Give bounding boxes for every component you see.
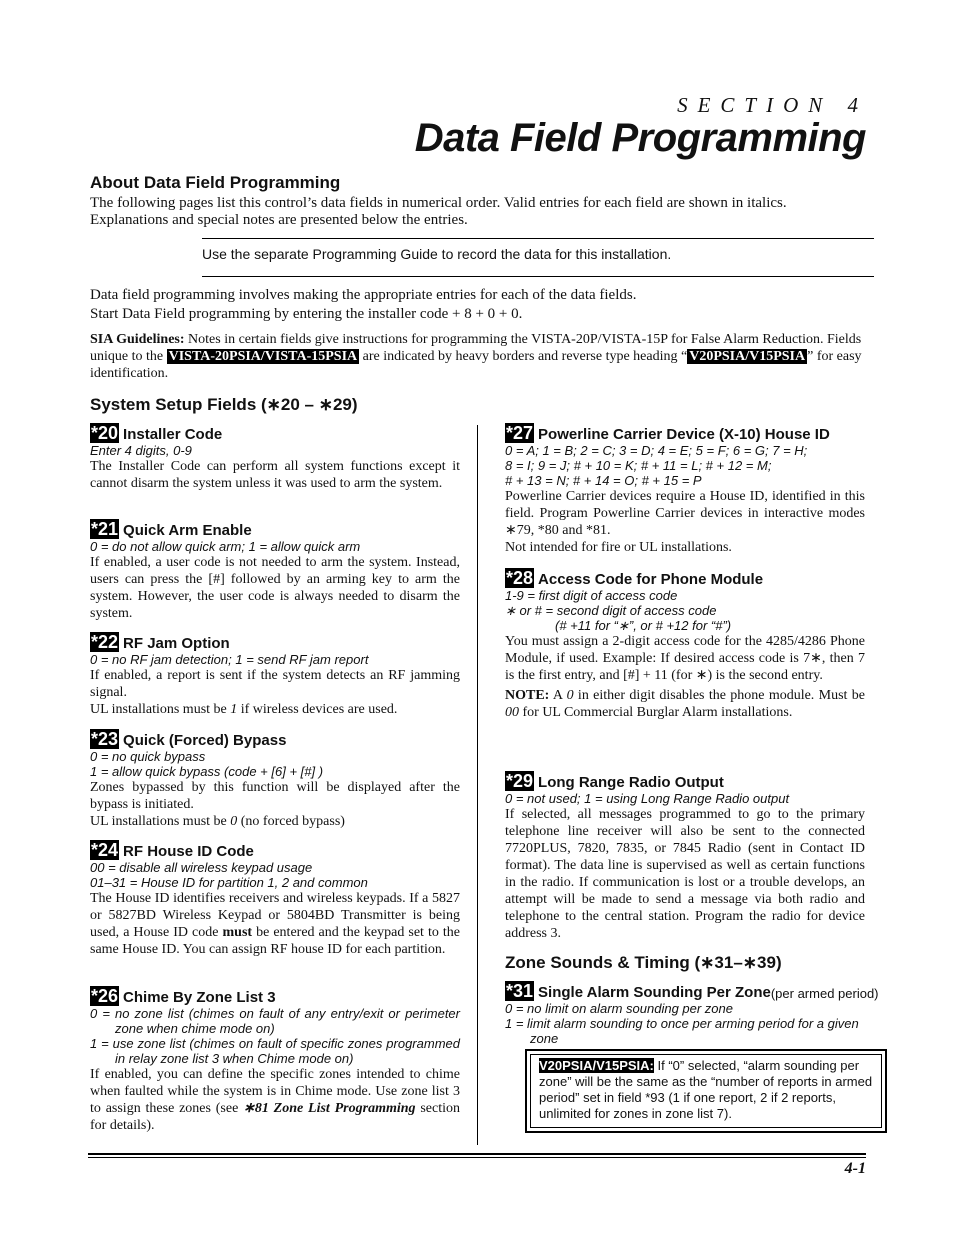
field-entry: 8 = I; 9 = J; # + 10 = K; # + 11 = L; # + 12 = M;	[505, 458, 772, 473]
field-title: Chime By Zone List 3	[123, 989, 276, 1006]
field-entry: 0 = no RF jam detection; 1 = send RF jam report	[90, 652, 369, 667]
field-31	[505, 981, 905, 1046]
field-title-suffix: (per armed period)	[770, 986, 879, 1001]
field-description: The House ID identifies receivers and wireless keypads. If a 5827 or 5827BD Wireless Keypad or 5804BD Transmitter is being used, a House ID code must be entered and the keypad set to the same House ID. You can assign RF house ID for each partition.	[90, 891, 460, 957]
field-29	[505, 771, 865, 942]
field-title: Quick Arm Enable	[123, 522, 252, 539]
field-description: If enabled, you can define the specific zones intended to chime when faulted while the system is in Chime mode. Use zone list 3 to assign these zones (see ∗81 Zone List Programming section for details).	[90, 1067, 460, 1133]
field-entry: 1 = allow quick bypass (code + [6] + [#] )	[90, 764, 324, 779]
callout-top-rule	[202, 238, 874, 239]
field-ul-note: UL installations must be 1 if wireless devices are used.	[90, 702, 398, 717]
field-description: If enabled, a user code is not needed to arm the system. Instead, users can press the [#] followed by an arming key to arm the system. However, the user code is always needed to disarm the system.	[90, 555, 460, 621]
footer-rule-thin	[88, 1157, 866, 1158]
system-setup-heading: System Setup Fields (∗20 – ∗29)	[90, 395, 358, 414]
callout-bottom-rule	[202, 276, 874, 277]
section-label: SECTION 4	[677, 93, 868, 117]
field-entry: 0 = A; 1 = B; 2 = C; 3 = D; 4 = E; 5 = F; 6 = G; 7 = H;	[505, 443, 808, 458]
field-entry: 1 = use zone list (chimes on fault of specific zones programmed in relay zone list 3 when Chime mode on)	[90, 1036, 460, 1066]
page-title: Data Field Programming	[414, 116, 866, 160]
field-number: *20	[91, 423, 119, 443]
field-22	[90, 632, 460, 718]
sia-label: SIA Guidelines:	[90, 332, 185, 347]
sia-note-text: V20PSIA/V15PSIA: If “0” selected, “alarm sounding per zone” will be the same as the “number of reports in armed period” set in field *93 (1 if one report, 2 if 2 reports, unlimited for zones in zone list 7).	[530, 1054, 882, 1128]
field-27	[505, 423, 865, 556]
field-description: The Installer Code can perform all system functions except it cannot disarm the system unless it was used to arm the system.	[90, 459, 460, 491]
field-number: *31	[506, 981, 534, 1001]
field-title: Quick (Forced) Bypass	[123, 732, 287, 749]
field-21	[90, 519, 460, 622]
field-description: You must assign a 2-digit access code for the 4285/4286 Phone Module, if used. Example: If desired access code is 7∗, then 7 is the first entry, and [#] + 11 (for ∗) is the second entry.	[505, 634, 865, 683]
sia-guidelines	[90, 331, 870, 382]
field-number: *29	[506, 771, 534, 791]
column-separator	[477, 425, 478, 1145]
para-intro-2: Start Data Field programming by entering the installer code + 8 + 0 + 0.	[90, 306, 523, 322]
field-entry: # + 13 = N; # + 14 = O; # + 15 = P	[505, 473, 702, 488]
field-26	[90, 986, 460, 1134]
field-title: Single Alarm Sounding Per Zone	[538, 984, 771, 1001]
field-title: Installer Code	[123, 426, 223, 443]
field-entry: 1-9 = first digit of access code	[505, 588, 678, 603]
field-note: NOTE: A 0 in either digit disables the phone module. Must be 00 for UL Commercial Burglar Alarm installations.	[505, 688, 865, 720]
field-title: Long Range Radio Output	[538, 774, 724, 791]
sia-text-1: Notes in certain fields give instructions for programming the VISTA-20P/VISTA-15P for False Alarm Reduction. Fields unique to the	[90, 332, 862, 364]
zone-sounds-heading: Zone Sounds & Timing (∗31–∗39)	[505, 953, 782, 972]
about-intro: The following pages list this control’s data fields in numerical order. Valid entries for each field are shown in italics. Explanations and special notes are presented below the entries.	[90, 195, 787, 228]
field-description: If enabled, a report is sent if the system detects an RF jamming signal.	[90, 668, 460, 700]
field-23	[90, 729, 460, 830]
footer-rule	[88, 1153, 866, 1155]
field-entry: 1 = limit alarm sounding to once per arming period for a given zone	[505, 1016, 859, 1046]
field-description: Powerline Carrier devices require a House ID, identified in this field. Program Powerline Carrier devices in interactive modes ∗79, *80 and *81.	[505, 489, 865, 538]
field-description: Zones bypassed by this function will be displayed after the bypass is initiated.	[90, 780, 460, 812]
field-title: RF House ID Code	[123, 843, 254, 860]
para-intro-1: Data field programming involves making the appropriate entries for each of the data fields.	[90, 287, 637, 303]
field-entry: 0 = no limit on alarm sounding per zone	[505, 1001, 733, 1016]
field-number: *26	[91, 986, 119, 1006]
sia-tag-2: V20PSIA/V15PSIA	[689, 349, 806, 364]
field-description: If selected, all messages programmed to go to the primary telephone line receiver will also be sent to the connected 7720PLUS, 7820, 7835, or 7845 Radio (sent in Contact ID format). The data line is supervised as well as certain functions in the radio. If communication is lost or a trouble develops, an attempt will be made to send a message via both radio and telephone to the central station. Program the radio for device address 3.	[505, 807, 865, 941]
sia-text-3: ” for easy identification.	[90, 349, 862, 381]
field-entry: (# +11 for “∗”, or # +12 for “#”)	[555, 618, 732, 633]
field-number: *24	[91, 840, 119, 860]
field-entry: 01–31 = House ID for partition 1, 2 and common	[90, 875, 368, 890]
callout-text: Use the separate Programming Guide to record the data for this installation.	[202, 246, 672, 262]
field-number: *22	[91, 632, 119, 652]
field-note: Not intended for fire or UL installations.	[505, 540, 732, 555]
field-entry: 0 = do not allow quick arm; 1 = allow quick arm	[90, 539, 361, 554]
field-entry: 00 = disable all wireless keypad usage	[90, 860, 313, 875]
field-title: Access Code for Phone Module	[538, 571, 764, 588]
sia-text-2: are indicated by heavy borders and reverse type heading “	[359, 349, 688, 364]
field-title: RF Jam Option	[123, 635, 230, 652]
field-24	[90, 840, 460, 958]
field-number: *23	[91, 729, 119, 749]
field-ul-note: UL installations must be 0 (no forced bypass)	[90, 814, 345, 829]
field-number: *27	[506, 423, 534, 443]
page-number: 4-1	[844, 1160, 866, 1177]
field-entry: ∗ or # = second digit of access code	[505, 603, 717, 618]
field-title: Powerline Carrier Device (X-10) House ID	[538, 426, 830, 443]
field-20	[90, 423, 460, 492]
field-entry: 0 = no zone list (chimes on fault of any entry/exit or perimeter zone when chime mode on)	[90, 1006, 460, 1036]
about-heading: About Data Field Programming	[90, 173, 341, 192]
sia-tag-1: VISTA-20PSIA/VISTA-15PSIA	[168, 349, 358, 364]
sia-note-box	[525, 1049, 887, 1133]
field-entry: 0 = no quick bypass	[90, 749, 206, 764]
field-entry: 0 = not used; 1 = using Long Range Radio output	[505, 791, 790, 806]
field-number: *28	[506, 568, 534, 588]
field-28	[505, 568, 865, 721]
field-entry: Enter 4 digits, 0-9	[90, 443, 192, 458]
field-number: *21	[91, 519, 119, 539]
